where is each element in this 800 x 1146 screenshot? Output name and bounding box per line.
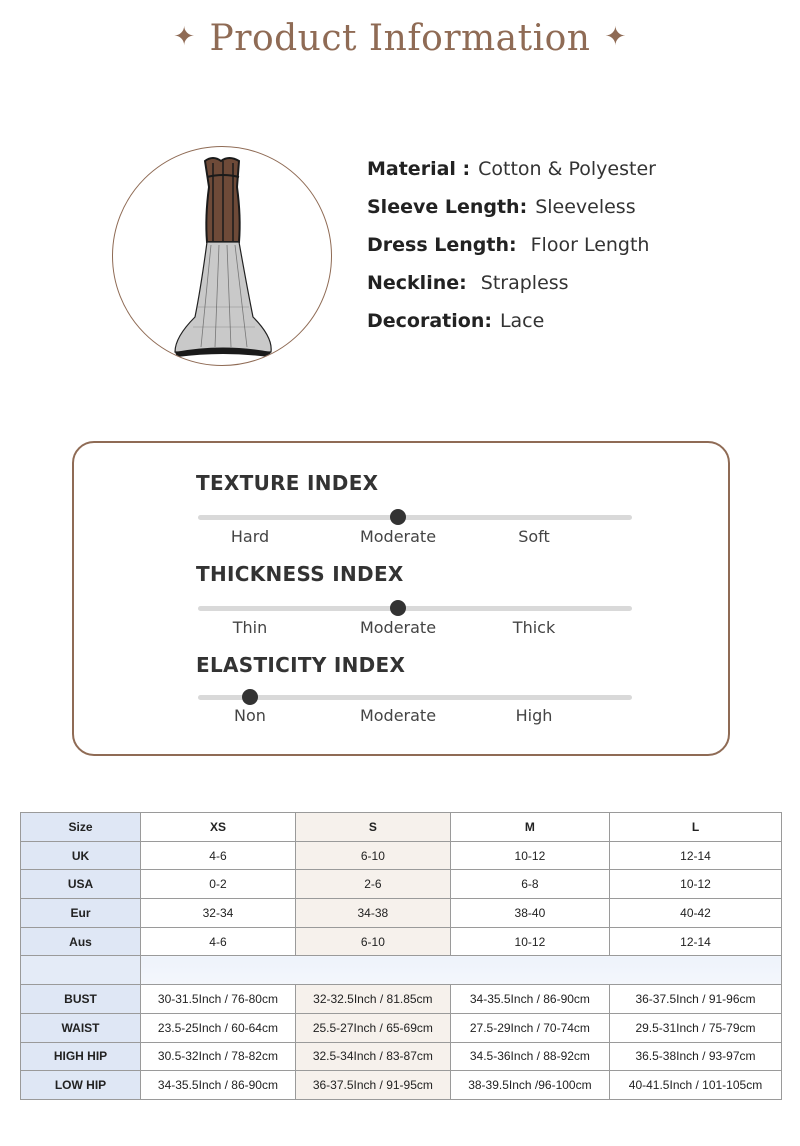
separator-cell: [21, 956, 141, 985]
spec-neckline: [367, 272, 656, 310]
row-header-cell: Size: [21, 813, 141, 842]
index-title: THICKNESS INDEX: [196, 562, 404, 586]
table-header-row: [21, 813, 782, 842]
table-row: [21, 899, 782, 928]
fabric-index-card: [72, 441, 730, 756]
texture-index: [196, 471, 636, 551]
index-label-low: Thin: [232, 618, 268, 637]
table-cell: 32-32.5Inch / 81.85cm: [295, 985, 450, 1014]
spec-value: Lace: [499, 310, 545, 332]
table-row: [21, 870, 782, 899]
table-cell: 6-10: [295, 927, 450, 956]
dress-image: [113, 147, 332, 366]
table-cell: XS: [141, 813, 296, 842]
product-image-frame: [112, 146, 332, 366]
table-cell: 4-6: [141, 841, 296, 870]
sparkle-icon: ✦: [604, 22, 627, 52]
table-cell: 36.5-38Inch / 93-97cm: [610, 1042, 782, 1071]
table-row: [21, 927, 782, 956]
table-cell: 34-35.5Inch / 86-90cm: [141, 1071, 296, 1100]
table-cell: 30.5-32Inch / 78-82cm: [141, 1042, 296, 1071]
table-cell: 6-10: [295, 841, 450, 870]
table-cell: 4-6: [141, 927, 296, 956]
table-cell: 10-12: [610, 870, 782, 899]
table-cell: 34.5-36Inch / 88-92cm: [450, 1042, 609, 1071]
table-cell: 0-2: [141, 870, 296, 899]
table-cell: 38-40: [450, 899, 609, 928]
table-cell: L: [610, 813, 782, 842]
table-row: [21, 1042, 782, 1071]
index-label-low: Non: [234, 706, 266, 725]
index-label-high: Thick: [512, 618, 556, 637]
spec-label: Sleeve Length:: [367, 196, 528, 218]
spec-label: Decoration:: [367, 310, 492, 332]
size-chart-table: [20, 812, 782, 1100]
spec-material: [367, 158, 656, 196]
index-knob: [390, 600, 406, 616]
spec-value: Sleeveless: [535, 196, 636, 218]
row-header-cell: BUST: [21, 985, 141, 1014]
table-cell: 10-12: [450, 841, 609, 870]
spec-value: Strapless: [474, 272, 569, 294]
spec-decoration: [367, 310, 656, 348]
table-cell: 40-42: [610, 899, 782, 928]
table-cell: 40-41.5Inch / 101-105cm: [610, 1071, 782, 1100]
thickness-index: [196, 562, 636, 642]
spec-value: Cotton & Polyester: [478, 158, 656, 180]
table-cell: 36-37.5Inch / 91-95cm: [295, 1071, 450, 1100]
page-title: [0, 18, 800, 59]
row-header-cell: LOW HIP: [21, 1071, 141, 1100]
table-cell: 32.5-34Inch / 83-87cm: [295, 1042, 450, 1071]
table-cell: 12-14: [610, 927, 782, 956]
index-track: [198, 695, 632, 700]
index-label-low: Hard: [230, 527, 270, 546]
index-label-mid: Moderate: [359, 618, 437, 637]
table-cell: 2-6: [295, 870, 450, 899]
table-row: [21, 1013, 782, 1042]
table-cell: 10-12: [450, 927, 609, 956]
separator-cell: [141, 956, 782, 985]
row-header-cell: USA: [21, 870, 141, 899]
spec-label: Dress Length:: [367, 234, 517, 256]
row-header-cell: WAIST: [21, 1013, 141, 1042]
index-label-mid: Moderate: [359, 527, 437, 546]
index-label-high: High: [515, 706, 553, 725]
index-knob: [242, 689, 258, 705]
table-cell: 34-35.5Inch / 86-90cm: [450, 985, 609, 1014]
spec-value: Floor Length: [524, 234, 650, 256]
elasticity-index: [196, 653, 636, 733]
row-header-cell: Aus: [21, 927, 141, 956]
table-cell: 12-14: [610, 841, 782, 870]
table-cell: 36-37.5Inch / 91-96cm: [610, 985, 782, 1014]
index-label-mid: Moderate: [359, 706, 437, 725]
table-cell: S: [295, 813, 450, 842]
table-separator-row: [21, 956, 782, 985]
table-cell: 6-8: [450, 870, 609, 899]
spec-list: [367, 158, 656, 348]
index-title: ELASTICITY INDEX: [196, 653, 406, 677]
table-row: [21, 1071, 782, 1100]
spec-label: Neckline:: [367, 272, 467, 294]
table-cell: 23.5-25Inch / 60-64cm: [141, 1013, 296, 1042]
index-label-high: Soft: [518, 527, 550, 546]
table-cell: 30-31.5Inch / 76-80cm: [141, 985, 296, 1014]
table-cell: 38-39.5Inch /96-100cm: [450, 1071, 609, 1100]
table-row: [21, 841, 782, 870]
row-header-cell: Eur: [21, 899, 141, 928]
table-cell: M: [450, 813, 609, 842]
table-cell: 34-38: [295, 899, 450, 928]
table-cell: 27.5-29Inch / 70-74cm: [450, 1013, 609, 1042]
index-title: TEXTURE INDEX: [196, 471, 379, 495]
sparkle-icon: ✦: [173, 22, 196, 52]
row-header-cell: UK: [21, 841, 141, 870]
table-cell: 29.5-31Inch / 75-79cm: [610, 1013, 782, 1042]
spec-dress-length: [367, 234, 656, 272]
spec-label: Material :: [367, 158, 471, 180]
row-header-cell: HIGH HIP: [21, 1042, 141, 1071]
spec-sleeve-length: [367, 196, 656, 234]
page-title-text: Product Information: [209, 18, 591, 59]
table-row: [21, 985, 782, 1014]
index-track: [198, 515, 632, 520]
table-cell: 25.5-27Inch / 65-69cm: [295, 1013, 450, 1042]
index-knob: [390, 509, 406, 525]
table-cell: 32-34: [141, 899, 296, 928]
index-track: [198, 606, 632, 611]
